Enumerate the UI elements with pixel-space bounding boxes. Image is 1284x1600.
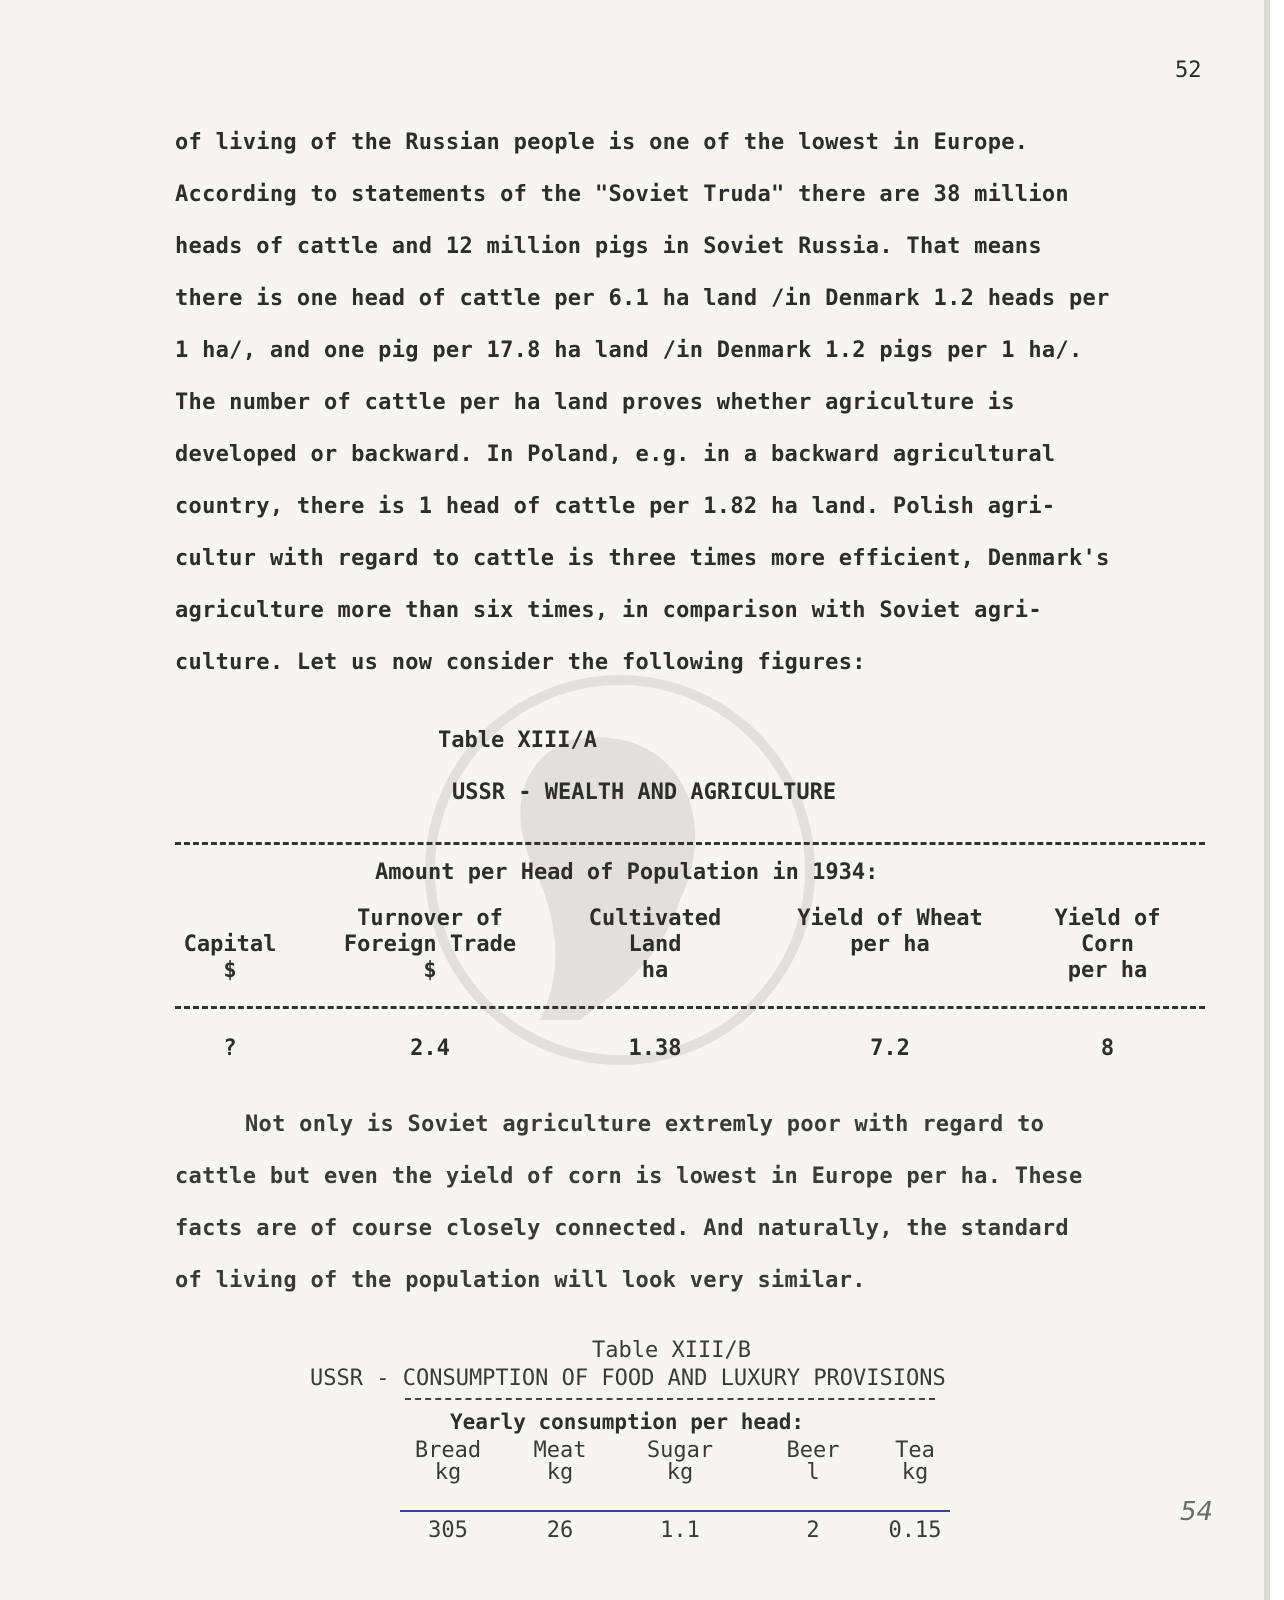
table-b-value-sugar: 1.1 xyxy=(660,1518,700,1543)
table-a-value-corn: 8 xyxy=(1100,1036,1115,1061)
table-a-value-wheat: 7.2 xyxy=(870,1036,910,1061)
table-a-header-trade: Turnover of Foreign Trade $ xyxy=(343,906,517,983)
table-b-header-beer: Beer l xyxy=(786,1438,840,1485)
paragraph-line: of living of the population will look very similar. xyxy=(175,1268,866,1293)
paragraph-line: facts are of course closely connected. And naturally, the standard xyxy=(175,1216,1069,1241)
table-a-header-land: Cultivated Land ha xyxy=(588,906,722,983)
paragraph-line: culture. Let us now consider the following figures: xyxy=(175,650,866,675)
table-a-header-capital: Capital $ xyxy=(183,932,277,983)
table-a-rule-mid xyxy=(175,1006,1205,1009)
paragraph-line: 1 ha/, and one pig per 17.8 ha land /in Denmark 1.2 pigs per 1 ha/. xyxy=(175,338,1083,363)
page-number: 52 xyxy=(1175,58,1202,83)
table-b-label: Table XIII/B xyxy=(592,1338,751,1363)
paragraph-line: there is one head of cattle per 6.1 ha land /in Denmark 1.2 heads per xyxy=(175,286,1110,311)
table-b-underline xyxy=(400,1510,950,1512)
table-b-header-bread: Bread kg xyxy=(414,1438,482,1485)
paragraph-line: Not only is Soviet agriculture extremly poor with regard to xyxy=(245,1112,1045,1137)
paragraph-line: country, there is 1 head of cattle per 1.82 ha land. Polish agri- xyxy=(175,494,1056,519)
table-b-value-bread: 305 xyxy=(428,1518,468,1543)
table-a-label: Table XIII/A xyxy=(438,728,597,753)
paragraph-line: The number of cattle per ha land proves whether agriculture is xyxy=(175,390,1015,415)
table-b-value-tea: 0.15 xyxy=(888,1518,942,1543)
table-b-header-meat: Meat kg xyxy=(533,1438,587,1485)
table-a-rule-top xyxy=(175,842,1205,845)
table-b-value-beer: 2 xyxy=(806,1518,820,1543)
table-a-value-land: 1.38 xyxy=(628,1036,682,1061)
table-a-value-capital: ? xyxy=(223,1036,237,1061)
table-b-header-sugar: Sugar kg xyxy=(646,1438,714,1485)
paragraph-line: cattle but even the yield of corn is lowest in Europe per ha. These xyxy=(175,1164,1083,1189)
paragraph-line: cultur with regard to cattle is three times more efficient, Denmark's xyxy=(175,546,1110,571)
paragraph-line: According to statements of the "Soviet Truda" there are 38 million xyxy=(175,182,1069,207)
handwritten-page-number: 54 xyxy=(1180,1497,1214,1527)
paragraph-line: agriculture more than six times, in comparison with Soviet agri- xyxy=(175,598,1042,623)
table-a-value-trade: 2.4 xyxy=(410,1036,450,1061)
paragraph-line: developed or backward. In Poland, e.g. in a backward agricultural xyxy=(175,442,1056,467)
table-a-subtitle: Amount per Head of Population in 1934: xyxy=(375,860,879,885)
table-b-value-meat: 26 xyxy=(546,1518,574,1543)
table-b-subtitle: Yearly consumption per head: xyxy=(450,1410,805,1434)
paragraph-line: heads of cattle and 12 million pigs in Soviet Russia. That means xyxy=(175,234,1042,259)
table-a-header-corn: Yield of Corn per ha xyxy=(1054,906,1161,983)
table-a-header-wheat: Yield of Wheat per ha xyxy=(797,906,983,957)
table-b-rule-top xyxy=(405,1398,935,1400)
table-a-title: USSR - WEALTH AND AGRICULTURE xyxy=(452,780,837,805)
table-b-title: USSR - CONSUMPTION OF FOOD AND LUXURY PROVISIONS xyxy=(310,1366,946,1391)
table-b-header-tea: Tea kg xyxy=(895,1438,935,1485)
paragraph-line: of living of the Russian people is one of the lowest in Europe. xyxy=(175,130,1029,155)
